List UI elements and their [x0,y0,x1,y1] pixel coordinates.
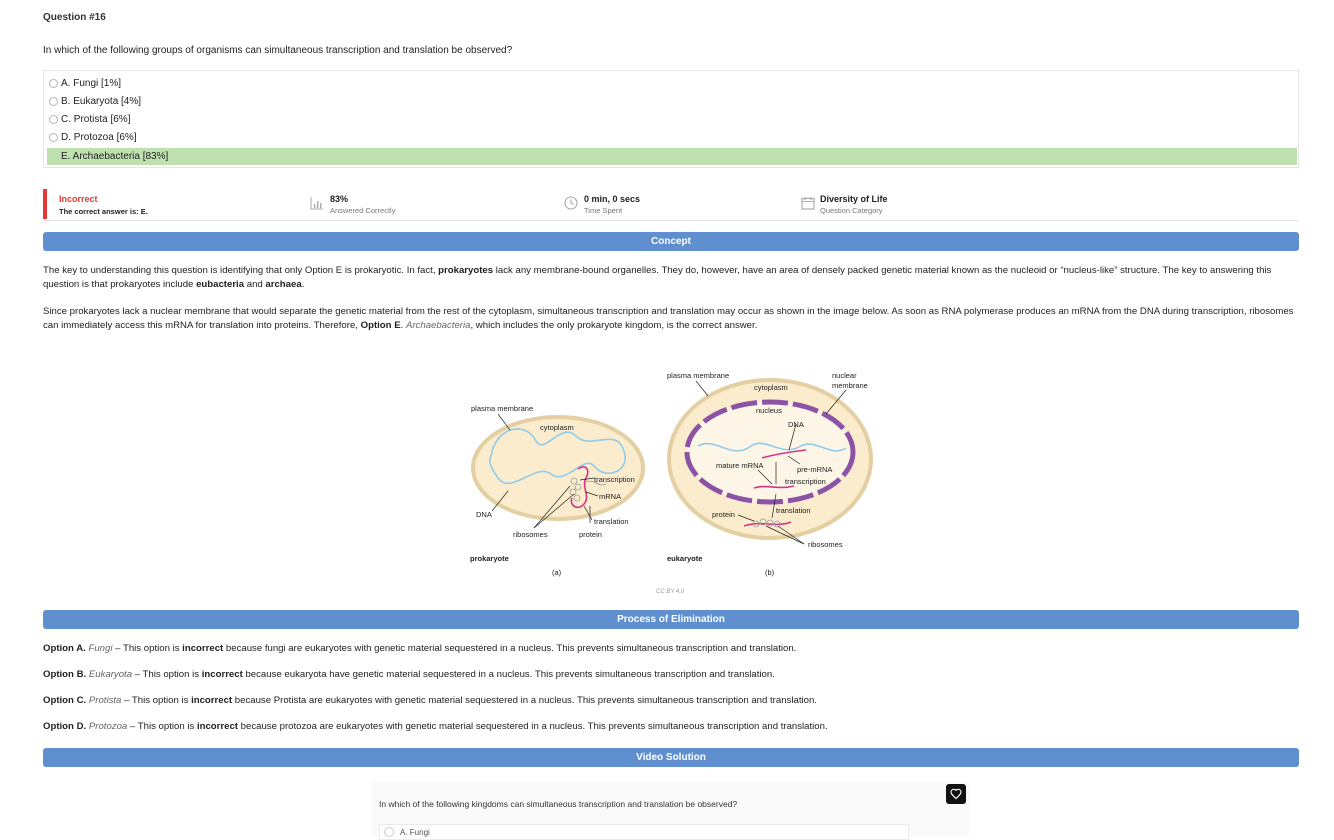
bar-chart-icon [310,196,324,210]
video-player[interactable] [371,782,969,836]
euk-protein-label: protein [712,510,735,519]
euk-translation-label: translation [776,506,811,515]
prokaryote-caption: (a) [552,568,562,577]
question-number: Question #16 [43,12,106,23]
euk-mature-mrna-label: mature mRNA [716,461,764,470]
elimination-item-a: Option A. Fungi – This option is incorrect because fungi are eukaryotes with genetic material sequestered in a nucleus. This prevents simultaneous transcription and translation. [43,643,797,654]
favorite-button[interactable] [946,784,966,804]
eukaryote-title: eukaryote [667,554,703,563]
euk-pre-mrna-label: pre-mRNA [797,465,833,474]
option-b[interactable] [47,93,1297,110]
answer-options [43,70,1299,168]
euk-dna-label: DNA [788,420,804,429]
time-spent-label: Time Spent [584,206,623,215]
elimination-item-b: Option B. Eukaryota – This option is incorrect because eukaryota have genetic material sequestered in a nucleus. This prevents simultaneous transcription and translation. [43,669,775,680]
time-spent: 0 min, 0 secs [584,194,641,204]
radio-icon[interactable] [49,97,58,106]
euk-cytoplasm-label: cytoplasm [754,383,788,392]
option-a[interactable] [47,75,1297,92]
concept-paragraph-1: The key to understanding this question is identifying that only Option E is prokaryotic. In fact, prokaryotes lack any membrane-bound organelles. They do, however, have an area of densely packed genetic material known as the nucleoid or “nucleus-like” structure. The key to answering this question is that prokaryotes include eubacteria and archaea. [43,265,1272,290]
option-label: C. Protista [6%] [61,114,131,125]
prokaryote-cell [473,417,643,519]
concept-paragraph-2: Since prokaryotes lack a nuclear membrane that would separate the genetic material from the rest of the cytoplasm, simultaneous transcription and translation may occur as shown in the image below. As soon as RNA polymerase produces an mRNA from the DNA during transcription, ribosomes can immediately access this mRNA for translation into proteins. Therefore, Option E. Archaebacteria, which includes the only prokaryote kingdom, is the correct answer. [43,306,1294,331]
radio-icon[interactable] [49,79,58,88]
percent-correct: 83% [330,194,349,204]
question-category: Diversity of Life [820,194,888,204]
pro-ribosomes-label: ribosomes [513,530,548,539]
pro-translation-label: translation [594,517,629,526]
euk-nuclear-label: nuclear [832,371,857,380]
elimination-item-d: Option D. Protozoa – This option is incorrect because protozoa are eukaryotes with genetic material sequestered in a nucleus. This prevents simultaneous transcription and translation. [43,721,828,732]
euk-transcription-label: transcription [785,477,826,486]
euk-plasma-membrane-label: plasma membrane [667,371,730,380]
video-option-a: A. Fungi [379,824,909,840]
euk-ribosomes-label: ribosomes [808,540,843,549]
option-label: E. Archaebacteria [83%] [61,151,169,162]
elimination-header[interactable]: Process of Elimination [43,610,1299,629]
option-label: B. Eukaryota [4%] [61,96,142,107]
option-label: A. Fungi [1%] [61,78,122,89]
euk-membrane-label: membrane [832,381,868,390]
transcription-translation-diagram [466,366,880,598]
incorrect-indicator [43,189,47,219]
pro-protein-label: protein [579,530,602,539]
pro-plasma-membrane-label: plasma membrane [471,404,534,413]
result-status: Incorrect [59,194,98,204]
calendar-icon [801,196,815,210]
pro-dna-label: DNA [476,510,492,519]
option-c[interactable] [47,111,1297,128]
option-d[interactable] [47,129,1297,146]
eukaryote-caption: (b) [765,568,775,577]
prokaryote-title: prokaryote [470,554,509,563]
option-label: D. Protozoa [6%] [61,132,137,143]
euk-nucleus-label: nucleus [756,406,782,415]
option-e-correct[interactable] [47,148,1297,165]
elimination-item-c: Option C. Protista – This option is incorrect because Protista are eukaryotes with genetic material sequestered in a nucleus. This prevents simultaneous transcription and translation. [43,695,817,706]
question-category-label: Question Category [820,206,883,215]
pro-transcription-label: transcription [594,475,635,484]
question-text: In which of the following groups of organisms can simultaneous transcription and translation be observed? [43,45,513,56]
result-stats [43,188,1299,221]
radio-icon[interactable] [49,133,58,142]
image-credit: CC BY 4.0 [656,589,685,595]
clock-icon [564,196,578,210]
heart-icon [950,788,962,800]
pro-cytoplasm-label: cytoplasm [540,423,574,432]
video-solution-header[interactable]: Video Solution [43,748,1299,767]
percent-correct-label: Answered Correctly [330,206,396,215]
pro-mrna-label: mRNA [599,492,622,501]
correct-answer-text: The correct answer is: E. [59,207,148,216]
radio-icon[interactable] [49,115,58,124]
concept-header[interactable]: Concept [43,232,1299,251]
video-question-text: In which of the following kingdoms can simultaneous transcription and translation be observed? [379,799,738,809]
